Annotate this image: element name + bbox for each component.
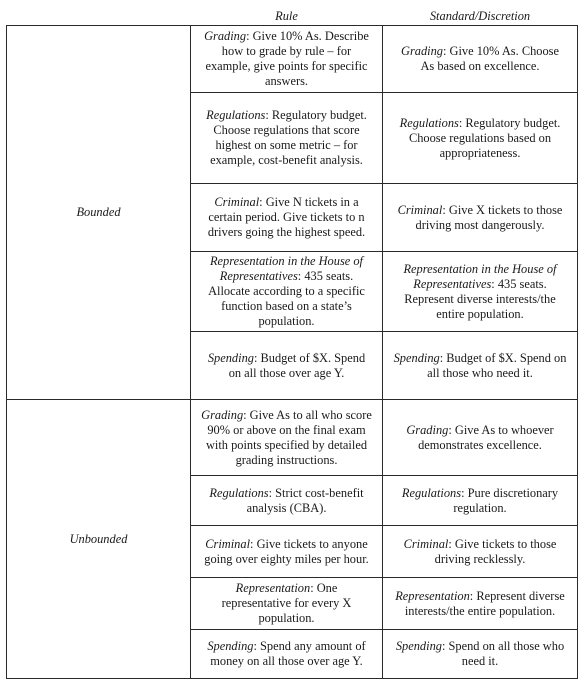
rule-text: : Give As to all who score 90% or above on the final exam with points specified by detailed grading instructions. — [205, 407, 372, 467]
rule-cell — [191, 578, 383, 630]
standard-category: Spending — [395, 639, 442, 653]
rule-text: : Strict cost-benefit analysis (CBA). — [246, 485, 364, 515]
rule-category: Representation in the House of Representatives — [209, 254, 364, 283]
rule-text: : 435 seats. Allocate according to a specific function based on a state’s population. — [208, 269, 365, 328]
standard-cell — [383, 93, 578, 184]
rule-category: Spending — [207, 639, 254, 653]
rule-cell — [191, 184, 383, 252]
header-blank-cell — [7, 8, 191, 26]
rule-category: Representation — [235, 581, 311, 595]
rule-cell — [191, 332, 383, 400]
standard-category: Representation — [395, 588, 470, 603]
standard-text: : Give tickets to those driving recklessly. — [434, 536, 557, 566]
rule-category: Criminal — [214, 195, 260, 209]
standard-text: : Represent diverse interests/the entire population. — [404, 588, 565, 618]
rule-category: Grading — [204, 29, 247, 43]
standard-cell — [383, 184, 578, 252]
standard-cell — [383, 630, 578, 679]
header-row — [7, 8, 578, 26]
standard-category: Grading — [401, 44, 443, 58]
group-label-bounded: Bounded — [7, 26, 191, 400]
rule-text: : Regulatory budget. Choose regulations that score highest on some metric – for example, cost-benefit analysis. — [210, 108, 367, 167]
standard-text: : Budget of $X. Spend on all those who need it. — [427, 350, 567, 380]
standard-cell — [383, 578, 578, 630]
standard-category: Criminal — [403, 536, 449, 551]
standard-category: Regulations — [401, 485, 462, 500]
standard-text: : Give As to whoever demonstrates excellence. — [418, 422, 554, 452]
group-label-unbounded: Unbounded — [7, 400, 191, 679]
rule-category: Spending — [207, 350, 254, 365]
rule-category: Regulations — [206, 108, 266, 122]
rule-category: Grading — [201, 407, 244, 422]
rule-cell — [191, 476, 383, 526]
standard-text: : Give X tickets to those driving most dangerously. — [415, 202, 563, 232]
rule-cell — [191, 526, 383, 578]
standard-text: : Pure discretionary regulation. — [453, 485, 559, 515]
standard-text: : 435 seats. Represent diverse interests/the entire population. — [404, 276, 556, 321]
rule-text: : Spend any amount of money on all those over age Y. — [210, 639, 366, 668]
standard-cell — [383, 526, 578, 578]
standard-cell — [383, 252, 578, 332]
header-rule: Rule — [275, 9, 298, 23]
rule-cell — [191, 252, 383, 332]
standard-cell — [383, 332, 578, 400]
table-row — [7, 26, 578, 93]
standard-category: Grading — [406, 422, 449, 437]
rule-text: : Budget of $X. Spend on all those over age Y. — [228, 350, 366, 380]
rule-text: : One representative for every X population. — [221, 581, 352, 625]
rule-text: : Give 10% As. Describe how to grade by rule – for example, give points for specific answers. — [205, 29, 369, 88]
standard-text: : Give 10% As. Choose As based on excellence. — [420, 44, 559, 73]
standard-text: : Regulatory budget. Choose regulations based on appropriateness. — [408, 115, 561, 160]
rule-category: Regulations — [209, 485, 269, 500]
rule-cell — [191, 630, 383, 679]
rule-cell — [191, 26, 383, 93]
standard-cell — [383, 400, 578, 476]
rules-vs-standards-table — [6, 8, 578, 679]
rule-text: : Give N tickets in a certain period. Give tickets to n drivers going the highest speed. — [207, 195, 366, 239]
standard-cell — [383, 26, 578, 93]
standard-cell — [383, 476, 578, 526]
standard-category: Spending — [393, 350, 440, 365]
table-row — [7, 400, 578, 476]
standard-text: : Spend on all those who need it. — [441, 639, 565, 668]
standard-category: Representation in the House of Representatives — [403, 261, 557, 291]
rule-category: Criminal — [205, 536, 251, 551]
header-standard: Standard/Discretion — [429, 9, 531, 23]
rule-text: : Give tickets to anyone going over eighty miles per hour. — [204, 536, 369, 566]
standard-category: Criminal — [397, 202, 443, 217]
rule-cell — [191, 400, 383, 476]
rule-cell — [191, 93, 383, 184]
standard-category: Regulations — [399, 115, 459, 130]
